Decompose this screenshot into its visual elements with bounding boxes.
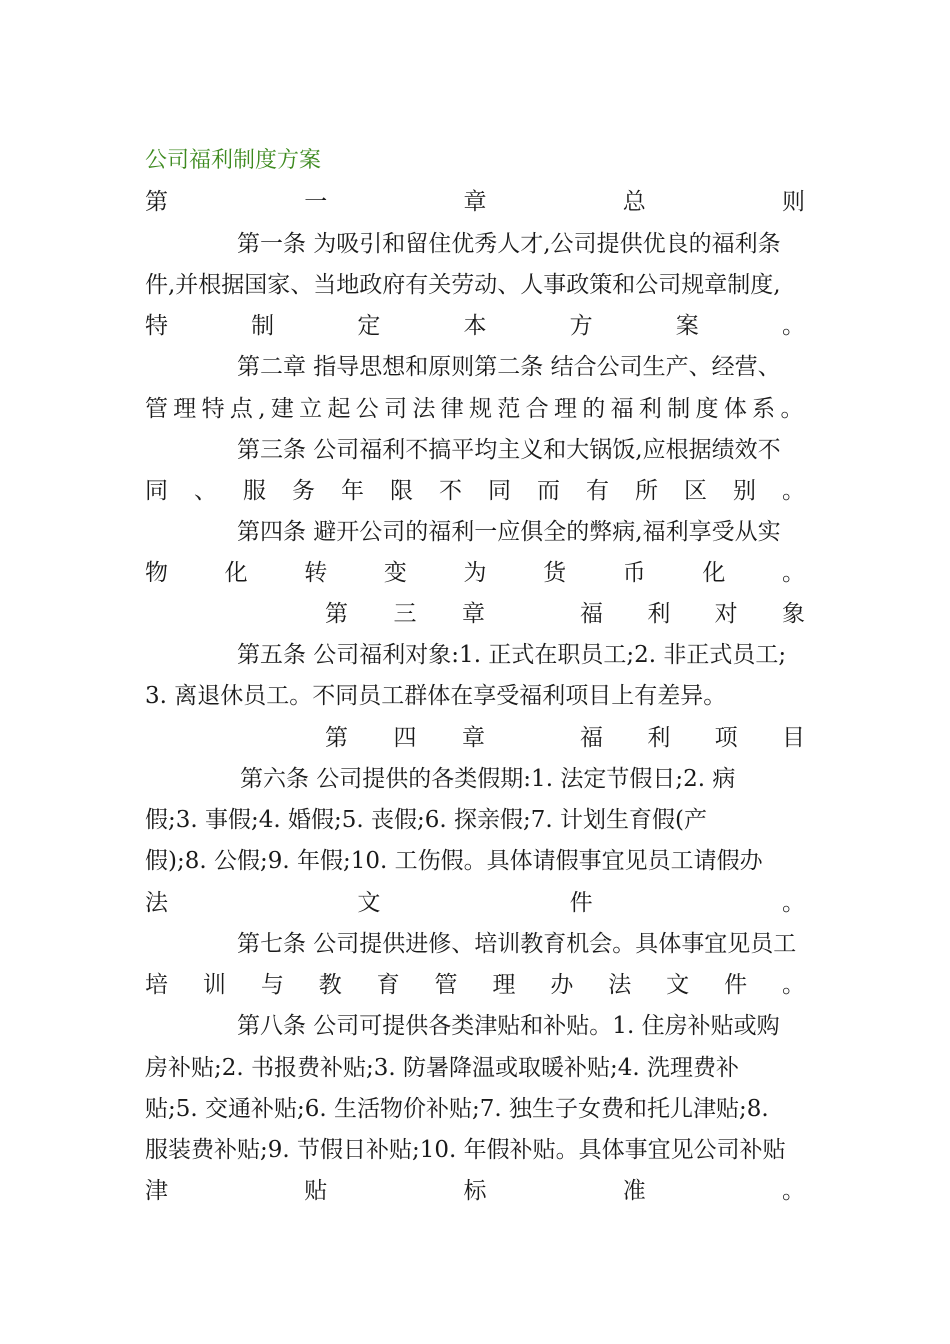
text-char: 同: [145, 478, 168, 504]
text-char: 服: [243, 478, 266, 504]
text-char: 。: [782, 560, 805, 586]
text-char: 特: [145, 313, 168, 339]
heading-char: 目: [781, 725, 805, 751]
document-title: 公司福利制度方案: [145, 148, 322, 173]
text-char: 为: [463, 560, 487, 586]
text-char: 化: [224, 560, 248, 586]
paragraph-line-spread: [145, 475, 805, 507]
text-char: 方: [569, 313, 593, 339]
text-char: 文: [357, 890, 381, 916]
text-char: 案: [675, 313, 699, 339]
heading-char: 第: [325, 725, 348, 751]
paragraph-line: 第四条 避开公司的福利一应俱全的弊病,福利享受从实: [237, 519, 781, 545]
heading-char: 利: [647, 601, 671, 627]
heading-char: 福: [580, 725, 603, 751]
text-char: 管: [434, 972, 458, 998]
text-char: 区: [684, 478, 707, 504]
text-char: 年: [341, 478, 364, 504]
text-char: 有: [586, 478, 609, 504]
paragraph-line: 管 理 特 点 , 建 立 起 公 司 法 律 规 范 合 理 的 福 利 制 度 体 系 。: [145, 396, 803, 422]
heading-char: 第: [325, 601, 348, 627]
heading-char: 章: [462, 725, 485, 751]
paragraph-line: 第六条 公司提供的各类假期:1. 法定节假日;2. 病: [240, 766, 736, 792]
text-char: 法: [145, 890, 168, 916]
text-char: 。: [781, 972, 805, 998]
paragraph-line-spread: [145, 1175, 805, 1207]
paragraph-line-spread: [145, 310, 805, 342]
text-char: 不: [439, 478, 462, 504]
paragraph-line: 贴;5. 交通补贴;6. 生活物价补贴;7. 独生子女费和托儿津贴;8.: [145, 1096, 769, 1122]
text-char: 货: [543, 560, 567, 586]
paragraph-line-spread: [145, 557, 805, 589]
paragraph-line: 第七条 公司提供进修、培训教育机会。具体事宜见员工: [237, 931, 797, 957]
text-char: 标: [463, 1178, 487, 1204]
text-char: 同: [488, 478, 511, 504]
text-char: 转: [304, 560, 328, 586]
paragraph-line: 第八条 公司可提供各类津贴和补贴。1. 住房补贴或购: [237, 1013, 780, 1039]
heading-char: 象: [781, 601, 805, 627]
text-char: 定: [357, 313, 381, 339]
text-char: 而: [537, 478, 560, 504]
chapter-4-heading: [325, 722, 805, 754]
text-char: 法: [608, 972, 632, 998]
text-char: 所: [635, 478, 658, 504]
text-char: 。: [782, 478, 805, 504]
text-char: 。: [781, 890, 805, 916]
paragraph-line: 第一条 为吸引和留住优秀人才,公司提供优良的福利条: [237, 231, 781, 257]
paragraph-line: 假);8. 公假;9. 年假;10. 工伤假。具体请假事宜见员工请假办: [145, 848, 763, 874]
text-char: 文: [666, 972, 690, 998]
text-char: 件: [569, 890, 593, 916]
heading-char: 三: [393, 601, 417, 627]
text-char: 变: [383, 560, 407, 586]
text-char: 贴: [304, 1178, 328, 1204]
text-char: 件: [724, 972, 748, 998]
text-char: 。: [781, 313, 805, 339]
heading-part: [325, 598, 485, 630]
text-char: 办: [550, 972, 574, 998]
heading-part: [325, 722, 485, 754]
text-char: 别: [733, 478, 756, 504]
text-char: 本: [463, 313, 487, 339]
chapter-3-heading: [325, 598, 805, 630]
paragraph-line-spread: [145, 887, 805, 919]
heading-char: 一: [304, 189, 328, 215]
paragraph-line: 假;3. 事假;4. 婚假;5. 丧假;6. 探亲假;7. 计划生育假(产: [145, 807, 707, 833]
text-char: 训: [202, 972, 226, 998]
paragraph-line-spread: [145, 969, 805, 1001]
text-char: 币: [622, 560, 646, 586]
text-char: 。: [782, 1178, 805, 1204]
paragraph-line: 第二章 指导思想和原则第二条 结合公司生产、经营、: [237, 354, 781, 380]
paragraph-line: 第五条 公司福利对象:1. 正式在职员工;2. 非正式员工;: [237, 642, 787, 668]
text-char: 与: [260, 972, 284, 998]
paragraph-line: 房补贴;2. 书报费补贴;3. 防暑降温或取暖补贴;4. 洗理费补: [145, 1055, 740, 1081]
heading-char: 四: [393, 725, 417, 751]
text-char: 津: [145, 1178, 168, 1204]
heading-part: [580, 598, 805, 630]
text-char: 培: [145, 972, 168, 998]
heading-char: 项: [714, 725, 738, 751]
paragraph-line: 服装费补贴;9. 节假日补贴;10. 年假补贴。具体事宜见公司补贴: [145, 1137, 786, 1163]
heading-char: 总: [622, 189, 646, 215]
heading-char: 福: [580, 601, 603, 627]
heading-part: [580, 722, 805, 754]
heading-char: 对: [714, 601, 738, 627]
paragraph-line: 件,并根据国家、当地政府有关劳动、人事政策和公司规章制度,: [145, 272, 781, 298]
text-char: 务: [292, 478, 315, 504]
paragraph-line: 3. 离退休员工。不同员工群体在享受福利项目上有差异。: [145, 683, 727, 709]
chapter-1-heading: [145, 186, 805, 218]
text-char: 、: [194, 478, 217, 504]
text-char: 准: [622, 1178, 646, 1204]
text-char: 制: [251, 313, 275, 339]
heading-char: 章: [463, 189, 487, 215]
text-char: 限: [390, 478, 413, 504]
paragraph-line: 第三条 公司福利不搞平均主义和大锅饭,应根据绩效不: [237, 437, 781, 463]
text-char: 物: [145, 560, 168, 586]
heading-char: 第: [145, 189, 168, 215]
heading-char: 则: [782, 189, 805, 215]
text-char: 化: [702, 560, 726, 586]
text-char: 育: [376, 972, 400, 998]
heading-char: 章: [462, 601, 485, 627]
text-char: 教: [318, 972, 342, 998]
heading-char: 利: [647, 725, 671, 751]
text-char: 理: [492, 972, 516, 998]
